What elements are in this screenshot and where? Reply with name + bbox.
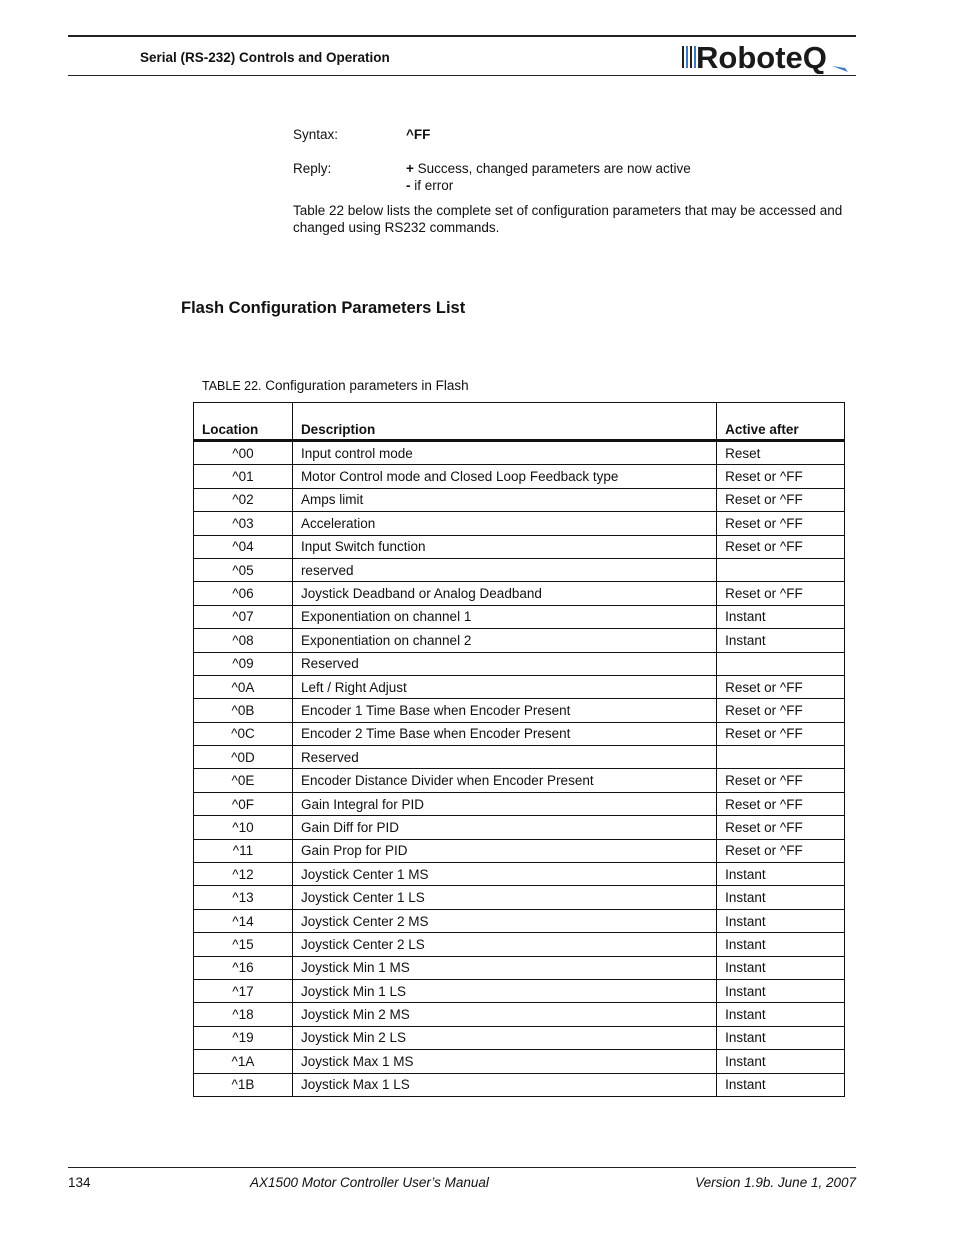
cell-location: ^0A [194,675,293,698]
table-caption [202,378,469,393]
syntax-label: Syntax: [293,127,339,142]
table-row [194,1026,845,1049]
cell-description: Encoder 2 Time Base when Encoder Present [292,722,716,745]
cell-description: Amps limit [292,488,716,511]
cell-active-after: Reset or ^FF [717,465,845,488]
cell-description: Gain Prop for PID [292,839,716,862]
cell-active-after: Reset or ^FF [717,699,845,722]
cell-location: ^15 [194,933,293,956]
cell-active-after: Instant [717,629,845,652]
roboteq-logo [682,40,857,74]
header-bottom-rule [68,75,856,76]
cell-description: Input control mode [292,441,716,465]
cell-location: ^07 [194,605,293,628]
table-row [194,839,845,862]
cell-location: ^06 [194,582,293,605]
cell-active-after: Instant [717,863,845,886]
footer-rule [68,1167,856,1168]
table-row [194,1050,845,1073]
table-row [194,512,845,535]
table-row [194,441,845,465]
cell-active-after: Reset or ^FF [717,816,845,839]
cell-active-after: Reset or ^FF [717,792,845,815]
table-row [194,746,845,769]
cell-active-after: Reset or ^FF [717,512,845,535]
cell-active-after: Reset or ^FF [717,722,845,745]
svg-text:RoboteQ: RoboteQ [696,40,827,74]
cell-description: Joystick Min 1 MS [292,956,716,979]
cell-location: ^18 [194,1003,293,1026]
cell-description: Joystick Center 1 MS [292,863,716,886]
table-row [194,956,845,979]
cell-active-after [717,558,845,581]
cell-location: ^19 [194,1026,293,1049]
cell-description: Exponentiation on channel 1 [292,605,716,628]
cell-description: Joystick Deadband or Analog Deadband [292,582,716,605]
cell-active-after: Instant [717,1026,845,1049]
cell-active-after: Reset or ^FF [717,535,845,558]
cell-description: Motor Control mode and Closed Loop Feedback type [292,465,716,488]
table-body [194,441,845,1097]
table-row [194,699,845,722]
table-row [194,909,845,932]
table-row [194,769,845,792]
cell-active-after: Reset or ^FF [717,769,845,792]
page-number: 134 [68,1175,91,1190]
cell-description: Gain Integral for PID [292,792,716,815]
cell-location: ^0B [194,699,293,722]
header-location: Location [194,403,293,441]
cell-location: ^11 [194,839,293,862]
cell-active-after: Instant [717,979,845,1002]
cell-description: Gain Diff for PID [292,816,716,839]
cell-active-after: Instant [717,933,845,956]
cell-active-after: Reset or ^FF [717,582,845,605]
table-row [194,535,845,558]
cell-description: Joystick Min 1 LS [292,979,716,1002]
cell-description: Joystick Center 1 LS [292,886,716,909]
manual-title: AX1500 Motor Controller User’s Manual [250,1175,489,1190]
cell-location: ^0E [194,769,293,792]
cell-description: Joystick Max 1 LS [292,1073,716,1096]
table-row [194,816,845,839]
table-row [194,1003,845,1026]
table-row [194,863,845,886]
roboteq-logo-icon [682,40,857,74]
table-row [194,1073,845,1096]
table-row [194,605,845,628]
cell-description: Joystick Min 2 MS [292,1003,716,1026]
table-row [194,933,845,956]
cell-description: Reserved [292,652,716,675]
version-date: Version 1.9b. June 1, 2007 [695,1175,856,1190]
cell-active-after [717,746,845,769]
header-description: Description [292,403,716,441]
cell-description: Left / Right Adjust [292,675,716,698]
table-row [194,652,845,675]
header-active-after: Active after [717,403,845,441]
cell-location: ^10 [194,816,293,839]
cell-description: Input Switch function [292,535,716,558]
cell-active-after: Reset or ^FF [717,839,845,862]
syntax-value: ^FF [406,127,431,142]
cell-active-after: Reset [717,441,845,465]
cell-location: ^08 [194,629,293,652]
cell-location: ^1B [194,1073,293,1096]
error-text: if error [410,178,454,193]
cell-active-after: Instant [717,1073,845,1096]
cell-description: Exponentiation on channel 2 [292,629,716,652]
table-row [194,465,845,488]
cell-location: ^1A [194,1050,293,1073]
success-symbol: + [406,161,414,176]
section-heading: Flash Configuration Parameters List [181,299,466,317]
cell-description: Acceleration [292,512,716,535]
table-row [194,582,845,605]
header-top-rule [68,35,856,37]
cell-active-after: Instant [717,886,845,909]
cell-active-after: Instant [717,1050,845,1073]
table-row [194,722,845,745]
cell-active-after: Reset or ^FF [717,675,845,698]
cell-location: ^0F [194,792,293,815]
cell-location: ^12 [194,863,293,886]
cell-description: Reserved [292,746,716,769]
cell-location: ^17 [194,979,293,1002]
table-row [194,558,845,581]
cell-location: ^0C [194,722,293,745]
reply-label: Reply: [293,161,332,176]
table-caption-number: TABLE 22. [202,379,262,393]
table-row [194,886,845,909]
reply-success [406,161,691,176]
table-row [194,488,845,511]
cell-description: Joystick Max 1 MS [292,1050,716,1073]
cell-location: ^13 [194,886,293,909]
cell-location: ^09 [194,652,293,675]
intro-paragraph: Table 22 below lists the complete set of configuration parameters that may be accessed and changed using RS232 commands. [293,203,843,235]
cell-active-after [717,652,845,675]
header-section-title: Serial (RS-232) Controls and Operation [140,50,390,65]
cell-location: ^14 [194,909,293,932]
config-parameters-table [193,402,845,1097]
table-header-row [194,403,845,441]
cell-description: Joystick Center 2 LS [292,933,716,956]
cell-location: ^01 [194,465,293,488]
table-row [194,979,845,1002]
cell-location: ^02 [194,488,293,511]
cell-active-after: Reset or ^FF [717,488,845,511]
cell-description: Encoder Distance Divider when Encoder Present [292,769,716,792]
table-row [194,629,845,652]
table-caption-text: Configuration parameters in Flash [261,378,469,393]
cell-location: ^16 [194,956,293,979]
cell-location: ^00 [194,441,293,465]
cell-location: ^0D [194,746,293,769]
cell-location: ^04 [194,535,293,558]
reply-error [406,178,453,193]
cell-description: Joystick Center 2 MS [292,909,716,932]
cell-description: Joystick Min 2 LS [292,1026,716,1049]
cell-location: ^05 [194,558,293,581]
cell-active-after: Instant [717,1003,845,1026]
table-row [194,675,845,698]
success-text: Success, changed parameters are now active [413,161,691,176]
cell-active-after: Instant [717,956,845,979]
cell-location: ^03 [194,512,293,535]
error-symbol: - [406,178,411,193]
cell-description: Encoder 1 Time Base when Encoder Present [292,699,716,722]
cell-active-after: Instant [717,605,845,628]
cell-active-after: Instant [717,909,845,932]
table-row [194,792,845,815]
cell-description: reserved [292,558,716,581]
